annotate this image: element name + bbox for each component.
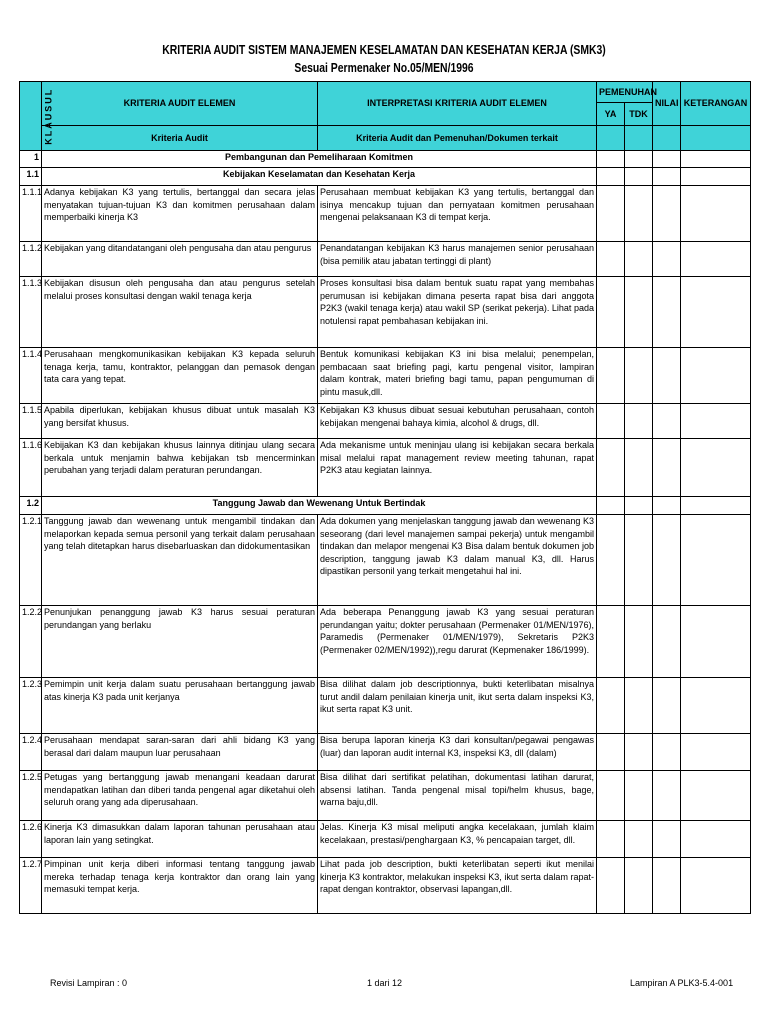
kriteria-elemen-header: KRITERIA AUDIT ELEMEN	[42, 82, 318, 126]
table-row: 1.2.4 Perusahaan mendapat saran-saran dari ahli bidang K3 yang berasal dari dalam maupun luar perusahaan Bisa berupa laporan kinerja K3 dari konsultan/pegawai pengawas (luar) dan laporan audit internal K3, inspeksi K3, dll (dalam)	[20, 734, 751, 771]
pemenuhan-header: PEMENUHAN	[597, 82, 653, 103]
table-row: 1.2.1 Tanggung jawab dan wewenang untuk mengambil tindakan dan melaporkan kepada semua personil yang terkait dalam perusahaan yang telah ditetapkan harus disebarluaskan dan didokumentasikan Ada dokumen yang menjelaskan tanggung jawab dan wewenang K3 seseorang (dari level manajemen sampai pekerja) untuk mengambil tindakan dan melapor mengenai K3 Bisa dalam bentuk dokumen job description, tanggung jawab K3 dalam manual K3, dll. Harus dipastikan personil yang terkait mengetahui hal ini.	[20, 515, 751, 606]
table-row: 1.2.6 Kinerja K3 dimasukkan dalam laporan tahunan perusahaan atau laporan lain yang setingkat. Jelas. Kinerja K3 misal meliputi angka kecelakaan, jumlah klaim kecelakaan, prestasi/penghargaan K3, % pencapaian target, dll.	[20, 821, 751, 858]
section-row: 1.1 Kebijakan Keselamatan dan Kesehatan Kerja	[20, 168, 751, 186]
nilai-header: NILAI	[653, 82, 681, 126]
section-row: 1.2 Tanggung Jawab dan Wewenang Untuk Bertindak	[20, 497, 751, 515]
table-row: 1.2.5 Petugas yang bertanggung jawab menangani keadaan darurat mendapatkan latihan dan diberi tanda pengenal agar diketahui oleh seluruh orang yang ada diperusahaan. Bisa dilihat dari sertifikat pelatihan, dokumentasi latihan darurat, absensi latihan. Tanda pengenal misal topi/helm khusus, bage, warna baju,dll.	[20, 771, 751, 821]
document-title: KRITERIA AUDIT SISTEM MANAJEMEN KESELAMATAN DAN KESEHATAN KERJA (SMK3)	[162, 42, 606, 57]
footer-page-number: 1 dari 12	[367, 978, 403, 988]
kriteria-dokumen-subheader: Kriteria Audit dan Pemenuhan/Dokumen terkait	[318, 126, 597, 151]
table-row: 1.2.7 Pimpinan unit kerja diberi informasi tentang tanggung jawab mereka terhadap tenaga kerja kontraktor dan orang lain yang memasuki tempat kerja. Lihat pada job description, bukti keterlibatan seperti ikut menilai kinerja K3 kontraktor, melakukan inspeksi K3, ikut serta dalam rapat-rapat dengan kontraktor, observasi lapangan,dll.	[20, 858, 751, 914]
table-row: 1.2.3 Pemimpin unit kerja dalam suatu perusahaan bertanggung jawab atas kinerja K3 pada unit kerjanya Bisa dilihat dalam job descriptionnya, bukti keterlibatan misalnya turut andil dalam penilaian kinerja unit, ikut serta dalam inspeksi K3, ikut serta rapat K3 unit.	[20, 678, 751, 734]
tdk-header: TDK	[625, 103, 653, 126]
interpretasi-header: INTERPRETASI KRITERIA AUDIT ELEMEN	[318, 82, 597, 126]
audit-criteria-table	[19, 81, 751, 914]
kriteria-audit-subheader: Kriteria Audit	[42, 126, 318, 151]
footer-lampiran: Lampiran A PLK3-5.4-001	[630, 978, 734, 988]
table-row: 1.1.1 Adanya kebijakan K3 yang tertulis, bertanggal dan secara jelas menyatakan tujuan-tujuan K3 dan komitmen perusahaan dalam memperbaiki kinerja K3 Perusahaan membuat kebijakan K3 yang tertulis, bertanggal dan isinya mencakup tujuan dan pernyataan komitmen perusahaan mengenai pelaksanaan K3 di tempat kerja.	[20, 186, 751, 242]
section-row: 1 Pembangunan dan Pemeliharaan Komitmen	[20, 151, 751, 168]
klausul-header: KLAUSUL	[20, 82, 42, 151]
table-row: 1.1.3 Kebijakan disusun oleh pengusaha dan atau pengurus setelah melalui proses konsultasi dengan wakil tenaga kerja Proses konsultasi bisa dalam bentuk suatu rapat yang membahas perumusan isi kebijakan dimana peserta rapat bisa dari anggota P2K3 (wakil tenaga kerja) atau wakil SP (serikat pekerja). Lihat pada notulensi rapat pembahasan kebijakan ini.	[20, 277, 751, 348]
table-row: 1.1.4 Perusahaan mengkomunikasikan kebijakan K3 kepada seluruh tenaga kerja, tamu, kontraktor, pelanggan dan pemasok dengan tata cara yang tepat. Bentuk komunikasi kebijakan K3 ini bisa melalui; penempelan, pembacaan saat briefing pagi, kartu pengenal visitor, lampiran dalam kontrak, materi briefing bagi tamu, papan pengumuman di pintu masuk,dll.	[20, 348, 751, 404]
document-subtitle: Sesuai Permenaker No.05/MEN/1996	[294, 60, 474, 75]
table-row: 1.2.2 Penunjukan penanggung jawab K3 harus sesuai peraturan perundangan yang berlaku Ada beberapa Penanggung jawab K3 yang sesuai peraturan perundangan yaitu; dokter perusahaan (Permenaker 01/MEN/1976), Paramedis (Permenaker 01/MEN/1979), Sekretaris P2K3 (Permenaker 02/MEN/1992)),regu darurat (Kepmenaker 186/1999).	[20, 606, 751, 678]
table-row: 1.1.2 Kebijakan yang ditandatangani oleh pengusaha dan atau pengurus Penandatangan kebijakan K3 harus manajemen senior perusahaan (bisa pemilik atau jabatan tertinggi di plant)	[20, 242, 751, 277]
ya-header: YA	[597, 103, 625, 126]
footer-revisi: Revisi Lampiran : 0	[50, 978, 128, 988]
table-row: 1.1.6 Kebijakan K3 dan kebijakan khusus lainnya ditinjau ulang secara berkala untuk menjamin bahwa kebijakan tsb mencerminkan perubahan yang terjadi dalam peraturan perundangan. Ada mekanisme untuk meninjau ulang isi kebijakan secara berkala misal melalui rapat management review meeting tahunan, rapat P2K3 atau kegiatan lainnya.	[20, 439, 751, 497]
table-row: 1.1.5 Apabila diperlukan, kebijakan khusus dibuat untuk masalah K3 yang bersifat khusus. Kebijakan K3 khusus dibuat sesuai kebutuhan perusahaan, contoh kebijakan mengenai bahaya kimia, alcohol & drugs, dll.	[20, 404, 751, 439]
keterangan-header: KETERANGAN	[681, 82, 751, 126]
